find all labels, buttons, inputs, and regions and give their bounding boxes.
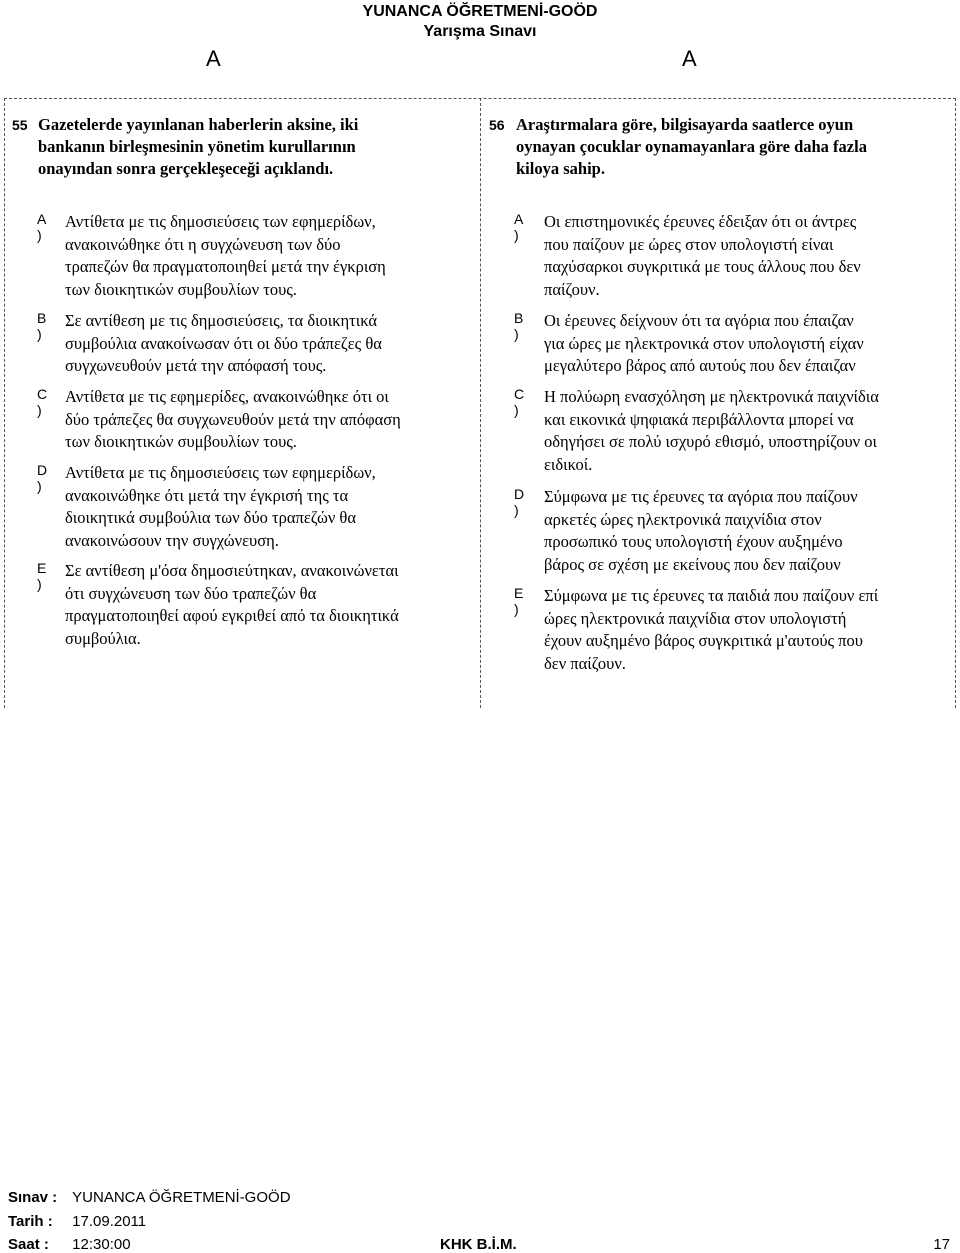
- option-line: προσωπικό τους υπολογιστή έχουν αυξημένο: [544, 532, 843, 551]
- option-line: διοικητικά συμβούλια των δύο τραπεζών θα: [65, 508, 356, 527]
- stem-line: Gazetelerde yayınlanan haberlerin aksine, iki: [38, 115, 359, 134]
- option-line: των διοικητικών συμβουλίων τους.: [65, 279, 297, 299]
- stem-line: kiloya sahip.: [516, 159, 605, 178]
- option-line: που παίζουν με ώρες στον υπολογιστή είναι: [544, 234, 834, 254]
- option-line: βάρος σε σχέση με εκείνους που δεν παίζουν: [544, 554, 841, 574]
- option-line: των διοικητικών συμβουλίων τους.: [65, 432, 297, 451]
- option-line: Αντίθετα με τις εφημερίδες, ανακοινώθηκε ότι οι: [65, 387, 389, 406]
- option-letter: D ): [37, 462, 48, 494]
- option-letter: C ): [37, 386, 48, 418]
- stem-line: Araştırmalara göre, bilgisayarda saatlerce oyun: [516, 115, 854, 134]
- option-line: συμβούλια ανακοίνωσαν ότι οι δύο τράπεζες θα: [65, 333, 382, 353]
- option-line: οδηγήσει σε πολύ ισχυρό εθισμό, υποστηρίζουν οι: [544, 432, 877, 451]
- question-stem: [38, 114, 358, 180]
- option-line: δεν παίζουν.: [544, 653, 626, 673]
- option-letter: B ): [514, 310, 524, 342]
- option-text: [544, 211, 952, 301]
- exam-header-subtitle: Yarışma Sınavı: [423, 23, 537, 40]
- stem-line: bankanın birleşmesinin yönetim kurullarının: [38, 137, 356, 156]
- exam-header-title: YUNANCA ÖĞRETMENİ-GOÖD: [362, 3, 598, 20]
- option-text: [65, 462, 485, 552]
- option-line: έχουν αυξημένο βάρος συγκριτικά μ'αυτούς που: [544, 631, 863, 650]
- option-line: αρκετές ώρες ηλεκτρονικά παιχνίδια στον: [544, 509, 822, 529]
- option-text: [544, 585, 952, 675]
- option-line: τραπεζών θα πραγματοποιηθεί μετά την έγκριση: [65, 257, 386, 276]
- stem-line: oynayan çocuklar oynamayanlara göre daha fazla: [516, 137, 867, 156]
- option-line: συγχωνευθούν μετά την απόφασή τους.: [65, 356, 327, 375]
- option-text: [65, 310, 485, 378]
- option-line: παίζουν.: [544, 279, 600, 299]
- option-line: Σύμφωνα με τις έρευνες τα αγόρια που παίζουν: [544, 487, 858, 506]
- option-line: παχύσαρκοι συγκριτικά με τους άλλους που δεν: [544, 257, 861, 276]
- option-line: Αντίθετα με τις δημοσιεύσεις των εφημερίδων,: [65, 463, 376, 482]
- option-text: [65, 211, 485, 301]
- time-value: 12:30:00: [72, 1236, 131, 1253]
- option-line: Οι έρευνες δείχνουν ότι τα αγόρια που έπαιζαν: [544, 311, 854, 330]
- option-line: μεγαλύτερο βάρος από αυτούς που δεν έπαιζαν: [544, 356, 856, 375]
- option-line: ανακοινώσουν την συγχώνευση.: [65, 530, 279, 550]
- option-line: ανακοινώθηκε ότι η συγχώνευση των δύο: [65, 234, 341, 254]
- option-letter: D ): [514, 486, 525, 518]
- option-letter: A ): [514, 211, 523, 243]
- option-line: ότι συγχώνευση των δύο τραπεζών θα: [65, 583, 317, 603]
- option-line: Σε αντίθεση μ'όσα δημοσιεύτηκαν, ανακοινώνεται: [65, 561, 399, 580]
- page-number: 17: [933, 1236, 950, 1253]
- footer-code: KHK B.İ.M.: [440, 1236, 517, 1253]
- stem-line: onayından sonra gerçekleşeceği açıklandı.: [38, 159, 334, 178]
- option-line: ανακοινώθηκε ότι μετά την έγκρισή της τα: [65, 485, 349, 505]
- option-line: Η πολύωρη ενασχόληση με ηλεκτρονικά παιχνίδια: [544, 387, 879, 406]
- option-line: συμβούλια.: [65, 628, 141, 648]
- footer-exam: [8, 1189, 291, 1206]
- option-text: [65, 386, 485, 454]
- option-line: πραγματοποιηθεί αφού εγκριθεί από τα διοικητικά: [65, 606, 399, 625]
- question-number: 55: [12, 117, 28, 133]
- option-line: ειδικοί.: [544, 454, 593, 474]
- option-line: για ώρες με ηλεκτρονικά στον υπολογιστή είχαν: [544, 333, 864, 353]
- option-line: Οι επιστημονικές έρευνες έδειξαν ότι οι άντρες: [544, 212, 857, 231]
- time-label: Saat :: [8, 1236, 49, 1253]
- option-line: δύο τράπεζες θα συγχωνευθούν μετά την απόφαση: [65, 409, 401, 429]
- question-stem: [516, 114, 867, 180]
- question-number: 56: [489, 117, 505, 133]
- date-label: Tarih :: [8, 1213, 53, 1230]
- option-letter: C ): [514, 386, 525, 418]
- option-line: και εικονικά ψηφιακά περιβάλλοντα μπορεί να: [544, 409, 854, 429]
- option-letter: E ): [37, 560, 47, 592]
- option-text: [65, 560, 485, 650]
- option-line: Σε αντίθεση με τις δημοσιεύσεις, τα διοικητικά: [65, 311, 378, 330]
- option-text: [544, 310, 952, 378]
- option-letter: E ): [514, 585, 524, 617]
- exam-value: YUNANCA ÖĞRETMENİ-GOÖD: [72, 1189, 291, 1206]
- option-line: Σύμφωνα με τις έρευνες τα παιδιά που παίζουν επί: [544, 586, 879, 605]
- exam-label: Sınav :: [8, 1189, 58, 1206]
- right-border: [955, 98, 956, 708]
- option-letter: A ): [37, 211, 46, 243]
- option-text: [544, 386, 952, 476]
- footer-time: [8, 1236, 131, 1253]
- left-border: [4, 98, 5, 708]
- option-line: Αντίθετα με τις δημοσιεύσεις των εφημερίδων,: [65, 212, 376, 231]
- option-text: [544, 486, 952, 576]
- option-line: ώρες ηλεκτρονικά παιχνίδια στον υπολογιστή: [544, 608, 847, 628]
- option-letter: B ): [37, 310, 47, 342]
- footer-date: [8, 1213, 146, 1230]
- booklet-type-right: A: [682, 46, 697, 71]
- booklet-type-left: A: [206, 46, 221, 71]
- date-value: 17.09.2011: [72, 1213, 147, 1230]
